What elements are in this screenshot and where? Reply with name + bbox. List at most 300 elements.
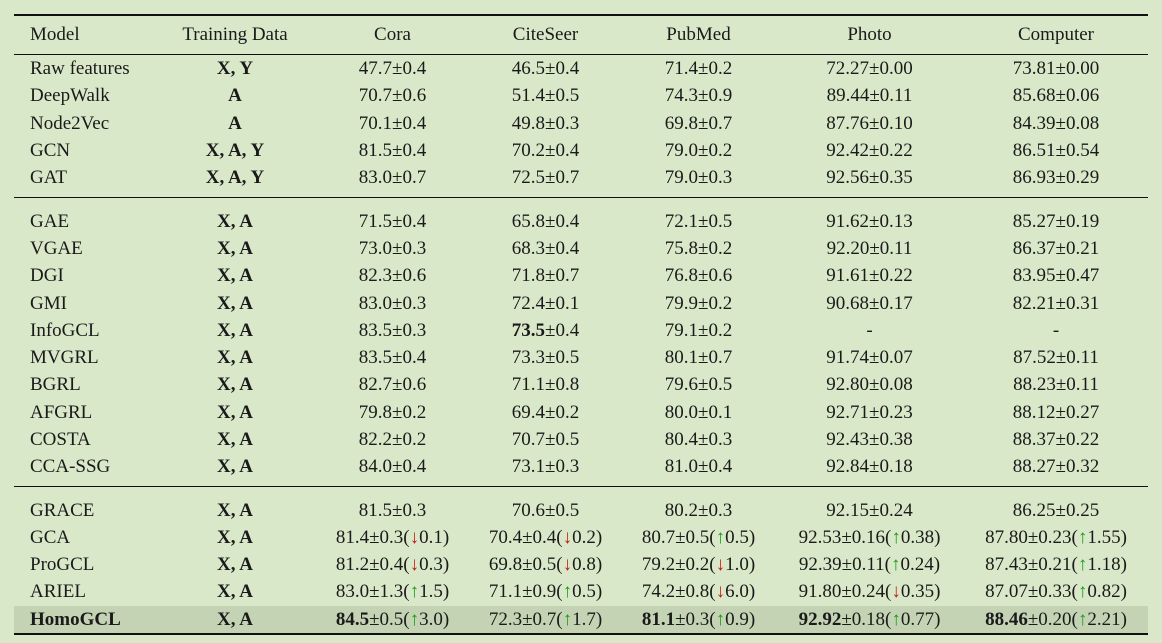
table-row (14, 453, 1148, 487)
metric-mean: 80.1 (664, 347, 699, 369)
metric-cell (775, 578, 964, 605)
metric-cell (316, 426, 469, 453)
model-name: Raw features (30, 58, 130, 80)
delta-value: 0.38 (900, 526, 935, 548)
metric-std: ±0.21 (1027, 554, 1072, 576)
delta-open-paren: ( (556, 554, 563, 576)
metric-mean: 81.5 (358, 140, 393, 162)
arrow-down-icon: ↓ (715, 554, 726, 576)
metric-cell (775, 289, 964, 316)
training-data (154, 487, 316, 524)
metric-mean: 79.8 (358, 401, 393, 423)
metric-mean: 92.43 (826, 429, 870, 450)
metric-std: ±0.9 (522, 581, 557, 603)
delta-close-paren: ) (1120, 554, 1127, 576)
metric-std: ±0.3 (392, 499, 427, 521)
metric-cell (622, 453, 775, 487)
metric-std: ±0.5 (545, 85, 580, 107)
metric-std: ±0.5 (545, 347, 580, 369)
metric-mean: 85.27 (1012, 210, 1056, 232)
metric-cell (469, 235, 622, 262)
metric-mean: 71.1 (488, 581, 523, 603)
delta-value: 0.8 (572, 554, 596, 576)
delta-value: 0.5 (725, 526, 749, 548)
delta-open-paren: ( (709, 526, 716, 548)
metric-mean: 82.2 (358, 429, 393, 450)
metric-mean: 87.07 (985, 581, 1028, 603)
delta-value: 0.77 (900, 608, 935, 630)
metric-std: ±0.11 (1055, 347, 1099, 369)
metric-mean: 80.2 (664, 499, 699, 521)
delta-close-paren: ) (442, 554, 450, 576)
metric-mean: 73.5 (511, 319, 546, 341)
metric-mean: 70.7 (358, 85, 393, 107)
metric-std: ±0.4 (545, 58, 580, 80)
delta-open-paren: ( (884, 554, 891, 576)
metric-cell (316, 453, 469, 487)
metric-std: ±0.25 (1055, 499, 1100, 521)
metric-std: ±0.7 (522, 608, 557, 630)
metric-cell (964, 110, 1148, 137)
metric-cell (775, 164, 964, 198)
metric-std: ±0.20 (1027, 608, 1072, 630)
metric-cell (775, 235, 964, 262)
metric-cell (775, 426, 964, 453)
metric-std: ±0.3 (369, 526, 404, 548)
metric-cell (622, 110, 775, 137)
metric-mean: 92.80 (826, 374, 870, 396)
table-row (14, 551, 1148, 578)
metric-std: ±0.3 (698, 499, 733, 521)
training-data (154, 82, 316, 109)
metric-cell (469, 371, 622, 398)
table-row (14, 524, 1148, 551)
training-data (154, 289, 316, 316)
metric-std: ±0.4 (392, 112, 427, 134)
metric-std: ±0.19 (1055, 210, 1100, 232)
metric-cell (622, 317, 775, 344)
metric-std: ±0.2 (545, 401, 580, 423)
model-name: InfoGCL (30, 319, 100, 341)
metric-cell (622, 198, 775, 235)
metric-mean: 72.1 (664, 210, 699, 232)
metric-mean: 74.3 (664, 85, 699, 107)
training-data-value: X, A (217, 608, 253, 630)
delta-value: 6.0 (725, 581, 749, 603)
model-name: Node2Vec (30, 112, 110, 134)
delta-close-paren: ) (934, 608, 941, 630)
metric-mean: 81.1 (641, 608, 676, 630)
metric-cell (964, 371, 1148, 398)
delta-value: 1.18 (1087, 554, 1121, 576)
metric-mean: 71.4 (664, 58, 699, 80)
metric-std: ±0.5 (698, 374, 733, 396)
metric-mean: 87.43 (985, 554, 1028, 576)
metric-cell (964, 551, 1148, 578)
metric-cell (622, 164, 775, 198)
metric-cell (775, 317, 964, 344)
table-row (14, 262, 1148, 289)
metric-cell (622, 524, 775, 551)
table-row (14, 606, 1148, 634)
metric-mean: 92.84 (826, 456, 870, 478)
metric-cell (469, 55, 622, 83)
delta-close-paren: ) (595, 581, 603, 603)
metric-std: ±0.2 (698, 58, 733, 80)
metric-cell (775, 110, 964, 137)
metric-std: ±0.6 (392, 85, 427, 107)
metric-std: ±0.2 (392, 429, 427, 450)
arrow-up-icon: ↑ (562, 608, 573, 630)
metric-std: ±0.23 (1027, 526, 1072, 548)
metric-mean: 91.74 (826, 347, 870, 369)
metric-std: ±0.23 (869, 401, 913, 423)
delta-open-paren: ( (403, 581, 410, 603)
metric-std: ±0.4 (545, 319, 580, 341)
delta-close-paren: ) (748, 554, 756, 576)
header-citeseer: CiteSeer (512, 24, 579, 45)
metric-cell (316, 198, 469, 235)
metric-cell (775, 137, 964, 164)
training-data (154, 551, 316, 578)
metric-cell (316, 487, 469, 524)
delta-value: 0.1 (419, 526, 443, 548)
arrow-up-icon: ↑ (891, 608, 901, 630)
metric-mean: 92.39 (798, 554, 842, 576)
arrow-up-icon: ↑ (409, 581, 420, 603)
metric-mean: 71.5 (358, 210, 393, 232)
delta-close-paren: ) (934, 581, 941, 603)
metric-mean: 88.12 (1012, 401, 1056, 423)
metric-mean: 73.81 (1012, 58, 1056, 80)
metric-cell (964, 606, 1148, 634)
metric-std: ±0.4 (392, 347, 427, 369)
delta-close-paren: ) (442, 526, 450, 548)
metric-std: ±0.11 (869, 85, 913, 107)
metric-std: ±0.8 (545, 374, 580, 396)
model-name: COSTA (30, 429, 91, 450)
delta-close-paren: ) (748, 526, 756, 548)
metric-std: ±0.5 (522, 554, 557, 576)
metric-mean: 86.93 (1012, 167, 1056, 189)
metric-mean: 82.7 (358, 374, 393, 396)
metric-cell (469, 110, 622, 137)
delta-value: 0.2 (572, 526, 596, 548)
metric-mean: 73.0 (358, 237, 393, 259)
model-name: ProGCL (30, 554, 95, 576)
training-data-value: X, A (217, 429, 253, 450)
metric-mean: 51.4 (511, 85, 546, 107)
metric-std: ±0.22 (869, 140, 913, 162)
arrow-down-icon: ↓ (715, 581, 726, 603)
metric-cell (469, 198, 622, 235)
table-header (14, 15, 1148, 55)
header-computer: Computer (1018, 24, 1094, 45)
training-data (154, 262, 316, 289)
metric-mean: 79.1 (664, 319, 699, 341)
model-name: DeepWalk (30, 85, 110, 107)
metric-std: ±0.7 (545, 265, 580, 287)
arrow-up-icon: ↑ (562, 581, 573, 603)
training-data (154, 110, 316, 137)
table-row (14, 371, 1148, 398)
metric-mean: 79.6 (664, 374, 699, 396)
metric-std: ±0.2 (698, 319, 733, 341)
metric-cell (622, 578, 775, 605)
training-data (154, 344, 316, 371)
training-data (154, 578, 316, 605)
metric-mean: 87.76 (826, 112, 870, 134)
metric-cell (469, 344, 622, 371)
metric-std: ±0.6 (698, 265, 733, 287)
metric-cell (775, 82, 964, 109)
metric-cell (964, 399, 1148, 426)
metric-std: ±0.4 (522, 526, 557, 548)
delta-value: 1.7 (572, 608, 596, 630)
delta-close-paren: ) (934, 526, 941, 548)
metric-mean: 47.7 (358, 58, 393, 80)
metric-cell (964, 262, 1148, 289)
metric-cell (469, 164, 622, 198)
delta-close-paren: ) (748, 608, 756, 630)
metric-std: ±0.7 (392, 167, 427, 189)
metric-cell (316, 289, 469, 316)
delta-close-paren: ) (1120, 581, 1127, 603)
metric-std: ±0.08 (1055, 112, 1100, 134)
table-row (14, 55, 1148, 83)
metric-cell (622, 289, 775, 316)
metric-cell (964, 198, 1148, 235)
metric-std: ±0.1 (545, 292, 580, 314)
metric-mean: 80.7 (641, 526, 676, 548)
metric-mean: 80.4 (664, 429, 699, 450)
metric-std: ±0.8 (675, 581, 710, 603)
metric-std: ±0.5 (698, 210, 733, 232)
delta-value: 0.35 (900, 581, 935, 603)
metric-cell (622, 82, 775, 109)
metric-cell (622, 426, 775, 453)
metric-mean: 90.68 (826, 292, 870, 314)
training-data (154, 235, 316, 262)
training-data (154, 317, 316, 344)
metric-mean: 79.0 (664, 167, 699, 189)
metric-std: ±1.3 (369, 581, 404, 603)
delta-value: 1.5 (419, 581, 443, 603)
metric-std: ±0.24 (841, 581, 886, 603)
training-data (154, 524, 316, 551)
delta-value: 0.9 (725, 608, 749, 630)
training-data-value: X, A (217, 265, 253, 287)
metric-std: ±0.21 (1055, 237, 1100, 259)
metric-cell (316, 344, 469, 371)
metric-std: ±0.27 (1055, 401, 1100, 423)
metric-cell (316, 317, 469, 344)
metric-std: ±0.31 (1055, 292, 1100, 314)
training-data-value: X, A (217, 554, 253, 576)
metric-mean: 92.92 (798, 608, 842, 630)
model-name: GRACE (30, 499, 95, 521)
metric-mean: 83.5 (358, 347, 393, 369)
metric-mean: 84.0 (358, 456, 393, 478)
metric-std: ±0.00 (869, 58, 913, 80)
metric-std: ±0.5 (545, 429, 580, 450)
metric-cell (622, 371, 775, 398)
metric-mean: 82.21 (1012, 292, 1056, 314)
metric-cell (622, 235, 775, 262)
metric-std: ±0.3 (698, 167, 733, 189)
metric-std: ±0.10 (869, 112, 913, 134)
metric-std: ±0.6 (392, 374, 427, 396)
metric-cell (469, 578, 622, 605)
metric-mean: 76.8 (664, 265, 699, 287)
metric-mean: 82.3 (358, 265, 393, 287)
training-data-value: A (228, 85, 242, 107)
metric-std: ±0.22 (869, 265, 913, 287)
metric-std: ±0.2 (675, 554, 710, 576)
metric-mean: 71.1 (511, 374, 546, 396)
model-name: GCN (30, 140, 71, 162)
metric-std: ±0.17 (869, 292, 913, 314)
metric-cell (469, 399, 622, 426)
metric-mean: 88.46 (985, 608, 1028, 630)
metric-mean: 83.0 (358, 167, 393, 189)
metric-std: ±0.3 (545, 456, 580, 478)
metric-cell (316, 164, 469, 198)
training-data-value: X, A (217, 347, 253, 369)
metric-cell (316, 524, 469, 551)
metric-std: ±0.13 (869, 210, 913, 232)
table-row (14, 137, 1148, 164)
metric-mean: - (1052, 319, 1060, 341)
table-row (14, 235, 1148, 262)
metric-cell (775, 198, 964, 235)
metric-mean: 83.5 (358, 319, 393, 341)
arrow-down-icon: ↓ (562, 526, 573, 548)
training-data (154, 55, 316, 83)
delta-open-paren: ( (556, 526, 563, 548)
model-name: VGAE (30, 237, 83, 259)
training-data (154, 426, 316, 453)
metric-mean: 86.25 (1012, 499, 1056, 521)
metric-std: ±0.4 (392, 140, 427, 162)
delta-open-paren: ( (709, 581, 716, 603)
metric-std: ±0.4 (698, 456, 733, 478)
metric-cell (964, 82, 1148, 109)
model-name: GAT (30, 167, 67, 189)
metric-std: ±0.33 (1027, 581, 1072, 603)
delta-close-paren: ) (442, 581, 450, 603)
metric-std: ±0.38 (869, 429, 913, 450)
training-data-value: X, A (217, 319, 253, 341)
metric-cell (316, 55, 469, 83)
arrow-down-icon: ↓ (409, 554, 420, 576)
metric-mean: 87.52 (1013, 347, 1056, 369)
metric-cell (775, 55, 964, 83)
metric-std: ±0.3 (675, 608, 710, 630)
training-data (154, 137, 316, 164)
metric-std: ±0.54 (1055, 140, 1100, 162)
metric-cell (469, 317, 622, 344)
metric-cell (469, 524, 622, 551)
model-name: MVGRL (30, 347, 99, 369)
metric-mean: 69.4 (511, 401, 546, 423)
model-name: GAE (30, 210, 70, 232)
training-data (154, 453, 316, 487)
metric-std: ±0.3 (392, 292, 427, 314)
metric-std: ±0.18 (869, 456, 913, 478)
table-row (14, 426, 1148, 453)
header-row (14, 15, 1148, 55)
arrow-up-icon: ↑ (891, 526, 901, 548)
metric-cell (964, 344, 1148, 371)
arrow-up-icon: ↑ (409, 608, 420, 630)
metric-cell (775, 371, 964, 398)
delta-open-paren: ( (885, 526, 892, 548)
metric-mean: 75.8 (664, 237, 699, 259)
arrow-down-icon: ↓ (562, 554, 573, 576)
metric-mean: 70.4 (488, 526, 523, 548)
metric-mean: 80.0 (664, 401, 699, 423)
arrow-up-icon: ↑ (715, 526, 726, 548)
metric-std: ±0.24 (869, 499, 913, 521)
metric-std: ±0.2 (392, 401, 427, 423)
training-data-value: X, A, Y (205, 167, 265, 189)
training-data-value: X, A (217, 374, 253, 396)
training-data-value: X, A (217, 210, 253, 232)
delta-open-paren: ( (1071, 581, 1078, 603)
delta-close-paren: ) (442, 608, 450, 630)
metric-cell (622, 606, 775, 634)
metric-std: ±0.4 (392, 456, 427, 478)
metric-mean: 83.0 (335, 581, 370, 603)
delta-close-paren: ) (1120, 608, 1127, 630)
delta-open-paren: ( (403, 526, 410, 548)
model-name: HomoGCL (14, 606, 154, 634)
metric-std: ±0.22 (1055, 429, 1100, 450)
metric-mean: 88.37 (1012, 429, 1056, 450)
arrow-up-icon: ↑ (1077, 581, 1088, 603)
metric-mean: 72.5 (511, 167, 546, 189)
metric-mean: 92.53 (798, 526, 842, 548)
table-row (14, 317, 1148, 344)
table-row (14, 344, 1148, 371)
metric-cell (469, 551, 622, 578)
metric-mean: 81.2 (335, 554, 370, 576)
header-photo: Photo (847, 24, 892, 45)
delta-open-paren: ( (885, 608, 892, 630)
metric-cell (964, 317, 1148, 344)
metric-mean: 88.23 (1013, 374, 1056, 396)
training-data-value: X, A, Y (205, 140, 265, 162)
metric-mean: 70.6 (511, 499, 546, 521)
metric-mean: 91.80 (798, 581, 842, 603)
metric-mean: 83.0 (358, 292, 393, 314)
metric-cell (622, 487, 775, 524)
metric-std: ±0.5 (545, 499, 580, 521)
metric-std: ±0.3 (392, 319, 427, 341)
metric-cell (775, 551, 964, 578)
metric-cell (316, 606, 469, 634)
table-row (14, 110, 1148, 137)
metric-mean: 74.2 (641, 581, 676, 603)
metric-mean: 72.27 (826, 58, 870, 80)
metric-cell (316, 371, 469, 398)
metric-cell (469, 426, 622, 453)
metric-mean: 49.8 (511, 112, 546, 134)
metric-mean: 65.8 (511, 210, 546, 232)
delta-open-paren: ( (885, 581, 892, 603)
metric-cell (469, 606, 622, 634)
